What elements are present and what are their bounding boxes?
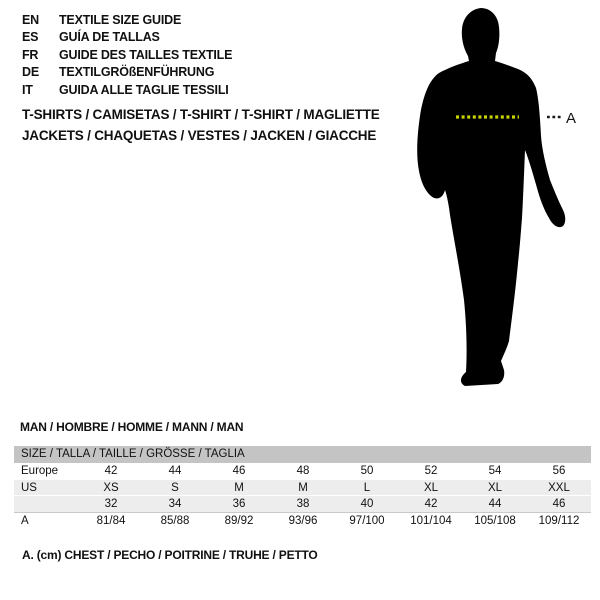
language-title: GUIDE DES TAILLES TEXTILE [59, 47, 233, 62]
size-cell: 34 [168, 498, 182, 510]
row-label-a: A [21, 514, 29, 527]
size-cell: 42 [424, 498, 438, 510]
size-cell: 38 [296, 498, 310, 510]
size-cell: 32 [104, 498, 118, 510]
man-figure [410, 0, 600, 400]
size-cell: 101/104 [410, 514, 452, 527]
section-heading-man: MAN / HOMBRE / HOMME / MANN / MAN [20, 420, 244, 434]
size-cell: M [298, 481, 308, 494]
size-cell: 89/92 [224, 514, 254, 527]
size-cell: 48 [296, 465, 310, 477]
language-row-es [22, 29, 232, 47]
category-line-jackets: JACKETS / CHAQUETAS / VESTES / JACKEN / GIACCHE [22, 128, 377, 143]
size-cell: 40 [360, 498, 374, 510]
size-table-header: SIZE / TALLA / TAILLE / GRÖSSE / TAGLIA [14, 446, 591, 463]
size-cell: XL [423, 481, 439, 494]
category-heading [22, 104, 380, 146]
size-cell: 50 [360, 465, 374, 477]
measurement-footnote: A. (cm) CHEST / PECHO / POITRINE / TRUHE / PETTO [22, 548, 318, 562]
size-cell: 52 [424, 465, 438, 477]
language-row-en [22, 11, 232, 29]
table-row-europe [14, 463, 591, 480]
language-code: ES [22, 30, 39, 45]
language-title: GUIDA ALLE TAGLIE TESSILI [59, 82, 229, 97]
man-silhouette-graphic [410, 0, 600, 400]
size-cell: 54 [488, 465, 502, 477]
man-silhouette [417, 8, 565, 386]
language-title: GUÍA DE TALLAS [59, 30, 160, 45]
size-cell: 56 [552, 465, 566, 477]
table-row-chest-a [14, 513, 591, 530]
size-cell: 93/96 [288, 514, 318, 527]
size-cell: 36 [232, 498, 246, 510]
size-cell: M [234, 481, 244, 494]
size-cell: 46 [552, 498, 566, 510]
size-cell: 81/84 [96, 514, 126, 527]
language-row-de [22, 64, 232, 82]
size-cell: 44 [488, 498, 502, 510]
language-title: TEXTILGRÖßENFÜHRUNG [59, 65, 215, 80]
size-table [14, 446, 591, 529]
table-row-numeric [14, 496, 591, 513]
table-row-us [14, 480, 591, 497]
language-title: TEXTILE SIZE GUIDE [59, 12, 182, 27]
size-cell: S [171, 481, 179, 494]
language-code: DE [22, 65, 39, 80]
language-row-fr [22, 46, 232, 64]
size-cell: XS [103, 481, 119, 494]
language-code: FR [22, 47, 39, 62]
size-cell: 46 [232, 465, 246, 477]
row-label-europe: Europe [21, 465, 59, 477]
size-cell: L [363, 481, 371, 494]
category-line-tshirts: T-SHIRTS / CAMISETAS / T-SHIRT / T-SHIRT / MAGLIETTE [22, 107, 380, 122]
size-cell: XL [487, 481, 503, 494]
size-cell: 85/88 [160, 514, 190, 527]
language-list [22, 11, 232, 99]
row-label-blank [14, 496, 79, 512]
size-cell: 105/108 [474, 514, 516, 527]
size-cell: 97/100 [349, 514, 385, 527]
row-label-us: US [21, 481, 37, 494]
measure-label-a: A [566, 110, 577, 127]
language-code: IT [22, 82, 33, 97]
size-cell: 44 [168, 465, 182, 477]
language-row-it [22, 81, 232, 99]
size-cell: XXL [548, 481, 570, 494]
size-cell: 109/112 [538, 514, 580, 527]
language-code: EN [22, 12, 39, 27]
size-cell: 42 [104, 465, 118, 477]
